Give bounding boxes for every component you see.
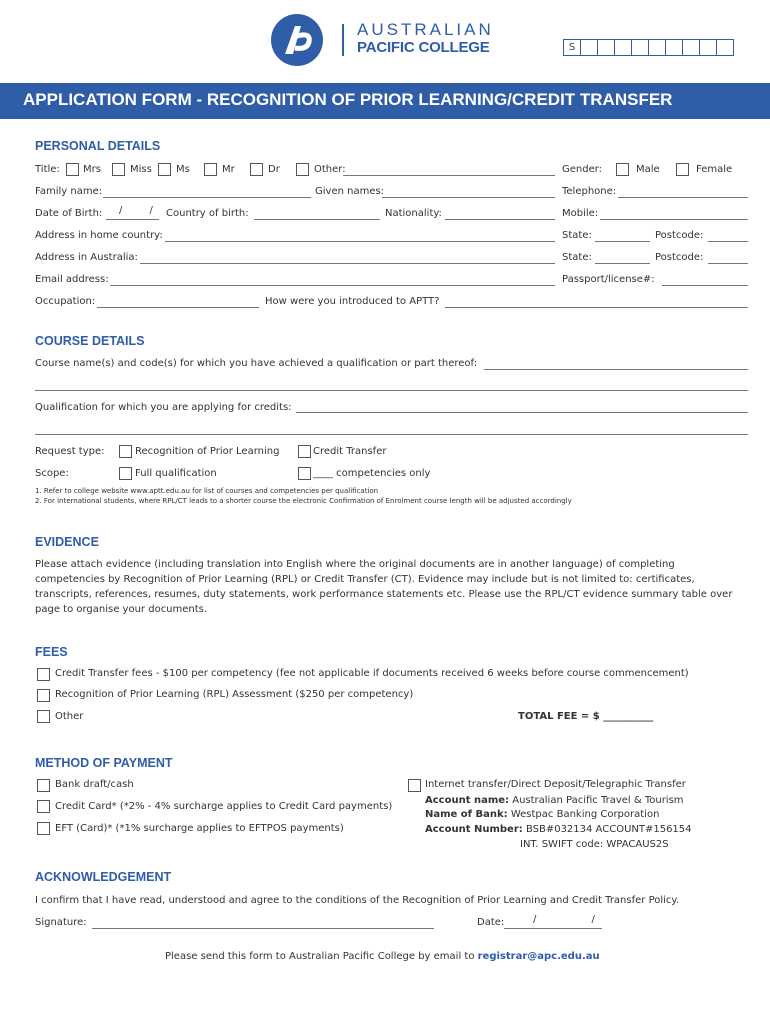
internet-transfer-label: Internet transfer/Direct Deposit/Telegraphic Transfer xyxy=(425,779,686,790)
dob-format: / / xyxy=(119,205,165,216)
ct-fee-checkbox[interactable] xyxy=(37,668,50,681)
title-dr-label: Dr xyxy=(268,164,280,175)
bank-row xyxy=(425,809,659,820)
aus-address-field[interactable] xyxy=(140,263,555,264)
signature-label: Signature: xyxy=(35,917,87,928)
introduced-field[interactable] xyxy=(445,307,748,308)
account-number-row xyxy=(425,824,692,835)
eft-label: EFT (Card)* (*1% surcharge applies to EFTPOS payments) xyxy=(55,823,344,834)
college-logo-icon xyxy=(271,14,323,66)
aus-postcode-field[interactable] xyxy=(708,263,748,264)
title-other-checkbox[interactable] xyxy=(296,163,309,176)
title-dr-checkbox[interactable] xyxy=(250,163,263,176)
footer-email-link[interactable]: registrar@apc.edu.au xyxy=(477,951,600,962)
student-id-box[interactable] xyxy=(648,39,666,56)
title-ms-checkbox[interactable] xyxy=(158,163,171,176)
competencies-checkbox[interactable] xyxy=(298,467,311,480)
date-field[interactable] xyxy=(504,928,602,929)
student-id-prefix: S xyxy=(563,39,581,56)
title-other-field[interactable] xyxy=(343,175,555,176)
country-of-birth-label: Country of birth: xyxy=(166,208,249,219)
account-name-row xyxy=(425,795,684,806)
logo-divider xyxy=(342,24,344,56)
home-postcode-field[interactable] xyxy=(708,241,748,242)
evidence-text: Please attach evidence (including translation into English where the original documents are in another language) of completing competencies by Recognition of Prior Learning (RPL) or Credit Transfer (CT). Evidence may include but is not limited to: certificates, transcripts, references, resumes, duty statements, work performance statements etc. Please use the RPL/CT evidence summary table over page to organise your documents. xyxy=(35,559,733,615)
country-of-birth-field[interactable] xyxy=(254,219,380,220)
gender-female-label: Female xyxy=(696,164,733,175)
ct-fee-label: Credit Transfer fees - $100 per competency (fee not applicable if documents received 6 weeks before course commencement) xyxy=(55,668,689,679)
family-name-label: Family name: xyxy=(35,186,103,197)
internet-transfer-checkbox[interactable] xyxy=(408,779,421,792)
other-fee-checkbox[interactable] xyxy=(37,710,50,723)
course-names-field-2[interactable] xyxy=(35,390,748,391)
aus-postcode-label: Postcode: xyxy=(655,252,704,263)
dob-field[interactable] xyxy=(106,219,159,220)
gender-female-checkbox[interactable] xyxy=(676,163,689,176)
email-field[interactable] xyxy=(110,285,555,286)
title-other-label: Other: xyxy=(314,164,346,175)
scope-label: Scope: xyxy=(35,468,69,479)
bank-value: Westpac Banking Corporation xyxy=(510,809,660,820)
account-number-label: Account Number: xyxy=(425,824,523,835)
qualification-field-2[interactable] xyxy=(35,434,748,435)
logo-line2: PACIFIC COLLEGE xyxy=(357,39,490,56)
full-qualification-checkbox[interactable] xyxy=(119,467,132,480)
mobile-field[interactable] xyxy=(600,219,748,220)
given-names-label: Given names: xyxy=(315,186,385,197)
home-state-field[interactable] xyxy=(595,241,650,242)
title-mr-checkbox[interactable] xyxy=(204,163,217,176)
mobile-label: Mobile: xyxy=(562,208,599,219)
student-id-box[interactable] xyxy=(716,39,734,56)
total-fee-label: TOTAL FEE = $ __________ xyxy=(518,711,654,722)
account-name-value: Australian Pacific Travel & Tourism xyxy=(512,795,684,806)
bank-draft-checkbox[interactable] xyxy=(37,779,50,792)
payment-heading: METHOD OF PAYMENT xyxy=(35,756,173,770)
student-id-box[interactable] xyxy=(631,39,649,56)
fees-heading: FEES xyxy=(35,645,68,659)
given-names-field[interactable] xyxy=(382,197,555,198)
swift-code: INT. SWIFT code: WPACAUS2S xyxy=(520,839,669,850)
form-title: APPLICATION FORM - RECOGNITION OF PRIOR LEARNING/CREDIT TRANSFER xyxy=(23,90,673,109)
nationality-label: Nationality: xyxy=(385,208,442,219)
gender-male-label: Male xyxy=(636,164,660,175)
aus-state-field[interactable] xyxy=(595,263,650,264)
title-mrs-checkbox[interactable] xyxy=(66,163,79,176)
introduced-label: How were you introduced to APTT? xyxy=(265,296,440,307)
student-id-box[interactable] xyxy=(682,39,700,56)
credit-card-checkbox[interactable] xyxy=(37,800,50,813)
occupation-label: Occupation: xyxy=(35,296,96,307)
aus-state-label: State: xyxy=(562,252,592,263)
student-id-box[interactable] xyxy=(614,39,632,56)
rpl-label: Recognition of Prior Learning xyxy=(135,446,280,457)
other-fee-label: Other xyxy=(55,711,84,722)
rpl-checkbox[interactable] xyxy=(119,445,132,458)
student-id-box[interactable] xyxy=(665,39,683,56)
credit-card-label: Credit Card* (*2% - 4% surcharge applies to Credit Card payments) xyxy=(55,801,393,812)
full-qualification-label: Full qualification xyxy=(135,468,217,479)
personal-details-heading: PERSONAL DETAILS xyxy=(35,139,161,153)
home-state-label: State: xyxy=(562,230,592,241)
student-id-boxes[interactable] xyxy=(563,39,733,56)
course-names-field[interactable] xyxy=(484,369,748,370)
footer-text xyxy=(165,951,600,962)
evidence-heading: EVIDENCE xyxy=(35,535,99,549)
aus-address-label: Address in Australia: xyxy=(35,252,138,263)
footer-instruction: Please send this form to Australian Pacific College by email to xyxy=(165,951,475,962)
rpl-fee-checkbox[interactable] xyxy=(37,689,50,702)
course-details-heading: COURSE DETAILS xyxy=(35,334,145,348)
dob-label: Date of Birth: xyxy=(35,208,103,219)
ct-label: Credit Transfer xyxy=(313,446,387,457)
home-postcode-label: Postcode: xyxy=(655,230,704,241)
gender-male-checkbox[interactable] xyxy=(616,163,629,176)
request-type-label: Request type: xyxy=(35,446,105,457)
title-mrs-label: Mrs xyxy=(83,164,101,175)
passport-field[interactable] xyxy=(662,285,748,286)
family-name-field[interactable] xyxy=(103,197,311,198)
account-number-value: BSB#032134 ACCOUNT#156154 xyxy=(525,824,692,835)
course-names-label: Course name(s) and code(s) for which you have achieved a qualification or part thereof: xyxy=(35,358,478,369)
occupation-field[interactable] xyxy=(97,307,259,308)
eft-checkbox[interactable] xyxy=(37,822,50,835)
qualification-field[interactable] xyxy=(296,412,748,413)
nationality-field[interactable] xyxy=(445,219,555,220)
ct-checkbox[interactable] xyxy=(298,445,311,458)
date-format: / / xyxy=(533,914,621,925)
home-address-field[interactable] xyxy=(165,241,555,242)
course-note-2: 2. For international students, where RPL/CT leads to a shorter course the electronic Confirmation of Enrolment course length will be adjusted accordingly xyxy=(35,497,572,505)
ack-text: I confirm that I have read, understood and agree to the conditions of the Recognition of Prior Learning and Credit Transfer Policy. xyxy=(35,895,680,906)
ack-heading: ACKNOWLEDGEMENT xyxy=(35,870,172,884)
rpl-fee-label: Recognition of Prior Learning (RPL) Assessment ($250 per competency) xyxy=(55,689,414,700)
date-label: Date: xyxy=(477,917,505,928)
passport-label: Passport/license#: xyxy=(562,274,655,285)
account-name-label: Account name: xyxy=(425,795,510,806)
bank-label: Name of Bank: xyxy=(425,809,508,820)
home-address-label: Address in home country: xyxy=(35,230,163,241)
telephone-field[interactable] xyxy=(618,197,748,198)
qualification-label: Qualification for which you are applying for credits: xyxy=(35,402,292,413)
title-mr-label: Mr xyxy=(222,164,235,175)
student-id-box[interactable] xyxy=(580,39,598,56)
gender-label: Gender: xyxy=(562,164,603,175)
title-miss-label: Miss xyxy=(130,164,152,175)
signature-field[interactable] xyxy=(92,928,434,929)
email-label: Email address: xyxy=(35,274,109,285)
course-note-1: 1. Refer to college website www.aptt.edu.au for list of courses and competencies per qualification xyxy=(35,487,379,495)
student-id-box[interactable] xyxy=(699,39,717,56)
bank-draft-label: Bank draft/cash xyxy=(55,779,134,790)
title-miss-checkbox[interactable] xyxy=(112,163,125,176)
title-label: Title: xyxy=(35,164,60,175)
title-ms-label: Ms xyxy=(176,164,190,175)
telephone-label: Telephone: xyxy=(562,186,617,197)
competencies-label: ____ competencies only xyxy=(313,468,431,479)
student-id-box[interactable] xyxy=(597,39,615,56)
logo-line1: AUSTRALIAN xyxy=(357,20,494,39)
